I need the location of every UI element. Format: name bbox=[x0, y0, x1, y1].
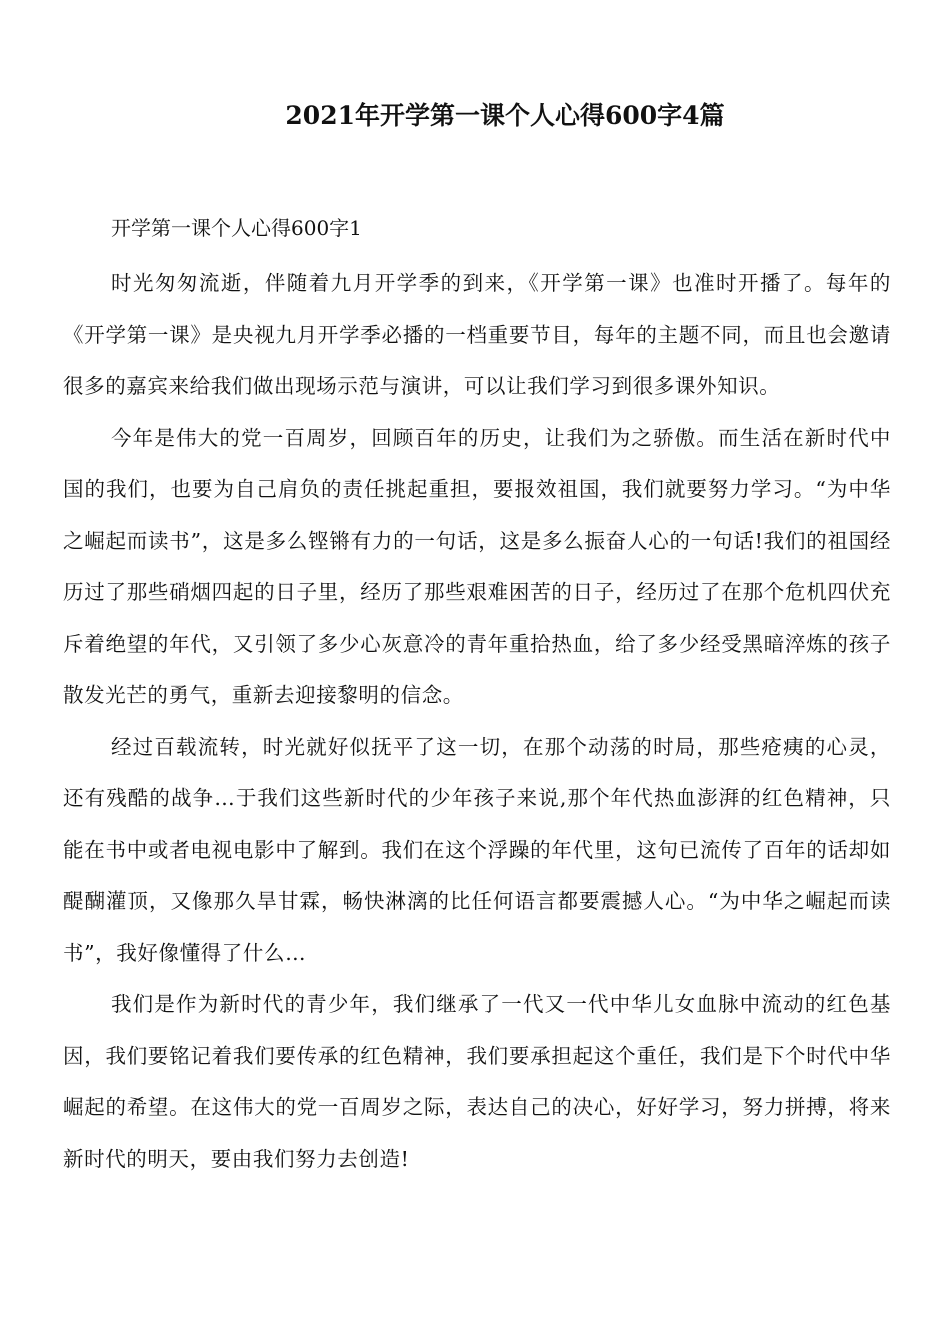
paragraph-2: 今年是伟大的党一百周岁，回顾百年的历史，让我们为之骄傲。而生活在新时代中国的我们，也要为自己肩负的责任挑起重担，要报效祖国，我们就要努力学习。“为中华之崛起而读书”，这是多么铿锵有力的一句话，这是多么振奋人心的一句话!我们的祖国经历过了那些硝烟四起的日子里，经历了那些艰难困苦的日子，经历过了在那个危机四伏充斥着绝望的年代，又引领了多少心灰意冷的青年重拾热血，给了多少经受黑暗淬炼的孩子散发光芒的勇气，重新去迎接黎明的信念。 bbox=[63, 425, 891, 707]
document-title: 2021年开学第一课个人心得600字4篇 bbox=[285, 101, 725, 130]
paragraph-1: 时光匆匆流逝，伴随着九月开学季的到来，《开学第一课》也准时开播了。每年的《开学第一课》是央视九月开学季必播的一档重要节目，每年的主题不同，而且也会邀请很多的嘉宾来给我们做出现场示范与演讲，可以让我们学习到很多课外知识。 bbox=[63, 271, 891, 398]
paragraph-3: 经过百载流转，时光就好似抚平了这一切，在那个动荡的时局，那些疮痍的心灵，还有残酷的战争…于我们这些新时代的少年孩子来说,那个年代热血澎湃的红色精神，只能在书中或者电视电影中了解到。我们在这个浮躁的年代里，这句已流传了百年的话却如醍醐灌顶，又像那久旱甘霖，畅快淋漓的比任何语言都要震撼人心。“为中华之崛起而读书”，我好像懂得了什么… bbox=[63, 734, 891, 965]
paragraph-4: 我们是作为新时代的青少年，我们继承了一代又一代中华儿女血脉中流动的红色基因，我们要铭记着我们要传承的红色精神，我们要承担起这个重任，我们是下个时代中华崛起的希望。在这伟大的党一百周岁之际，表达自己的决心，好好学习，努力拼搏，将来新时代的明天，要由我们努力去创造! bbox=[63, 992, 891, 1171]
document-body bbox=[63, 208, 891, 1185]
section-heading: 开学第一课个人心得600字1 bbox=[111, 216, 362, 240]
